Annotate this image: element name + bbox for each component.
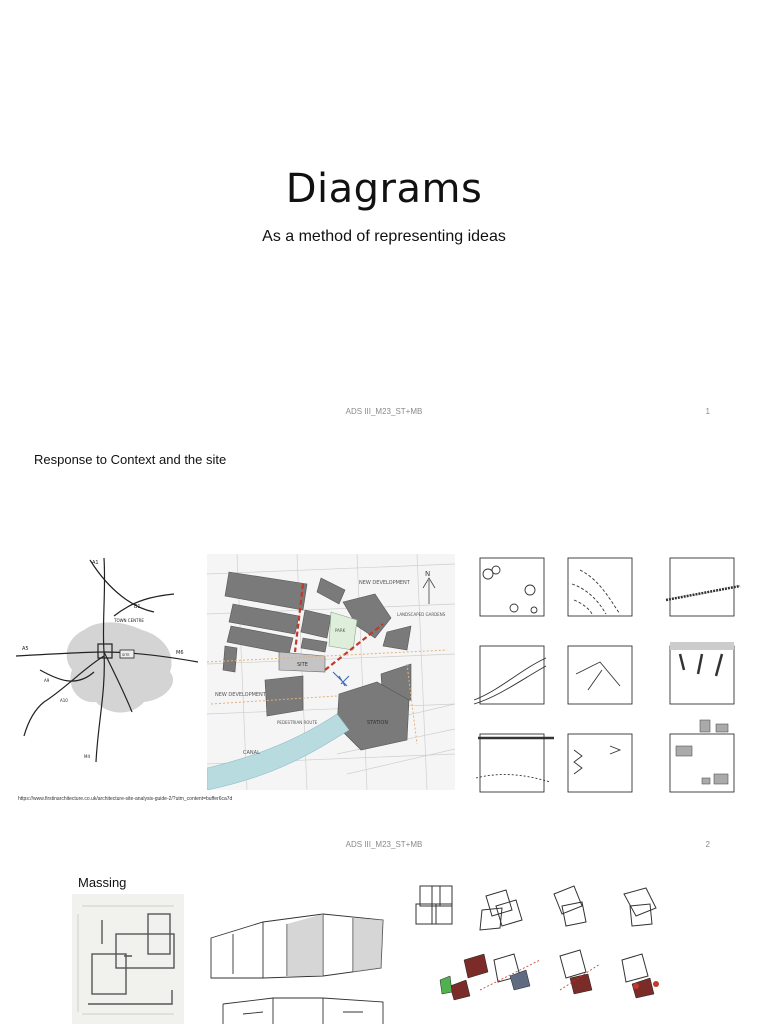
svg-text:N: N (425, 570, 431, 578)
slide-heading: Response to Context and the site (34, 452, 227, 467)
context-map-sketch (14, 552, 200, 767)
plan-label-new-development-top: NEW DEVELOPMENT (359, 580, 410, 586)
site-plan-diagram (207, 554, 455, 790)
map-label-m4: M4 (84, 754, 90, 759)
page-number: 2 (705, 840, 710, 849)
map-label-a1: A1 (92, 560, 99, 566)
map-label-town-centre: TOWN CENTRE (114, 618, 144, 623)
plan-label-park: PARK (335, 628, 346, 633)
slide-3 (0, 864, 768, 1024)
site-analysis-sketch-grid (470, 550, 750, 800)
plan-label-canal: CANAL (243, 750, 260, 756)
map-label-a9: A9 (44, 678, 50, 683)
plan-label-site: SITE (297, 662, 308, 668)
map-label-b1: B1 (134, 604, 141, 610)
map-label-site: SITE (122, 653, 130, 657)
slide-2 (0, 432, 768, 862)
massing-concept-diagrams (410, 880, 672, 1024)
slide-1 (0, 0, 768, 430)
slide-footer: ADS III_M23_ST+MB (345, 407, 423, 416)
slide-heading: Massing (78, 875, 127, 890)
page-number: 1 (705, 407, 710, 416)
massing-perspective-sketch (203, 904, 388, 1024)
massing-plan-sketch (72, 894, 184, 1024)
source-url[interactable]: https://www.firstinarchitecture.co.uk/architecture-site-analysis-guide-2/?utm_content=buffer6ca7d (18, 796, 233, 802)
map-label-a5: A5 (22, 646, 29, 652)
plan-label-new-development-left: NEW DEVELOPMENT (215, 692, 266, 698)
map-label-a10: A10 (60, 698, 68, 703)
slide-subtitle: As a method of representing ideas (262, 228, 506, 245)
plan-label-station: STATION (367, 720, 389, 726)
slide-title: Diagrams (285, 166, 483, 212)
slide-footer: ADS III_M23_ST+MB (345, 840, 423, 849)
plan-label-pedestrian-route: PEDESTRIAN ROUTE (277, 720, 318, 725)
plan-label-landscaped-gardens: LANDSCAPED GARDENS (397, 612, 446, 617)
map-label-m6: M6 (176, 650, 184, 656)
